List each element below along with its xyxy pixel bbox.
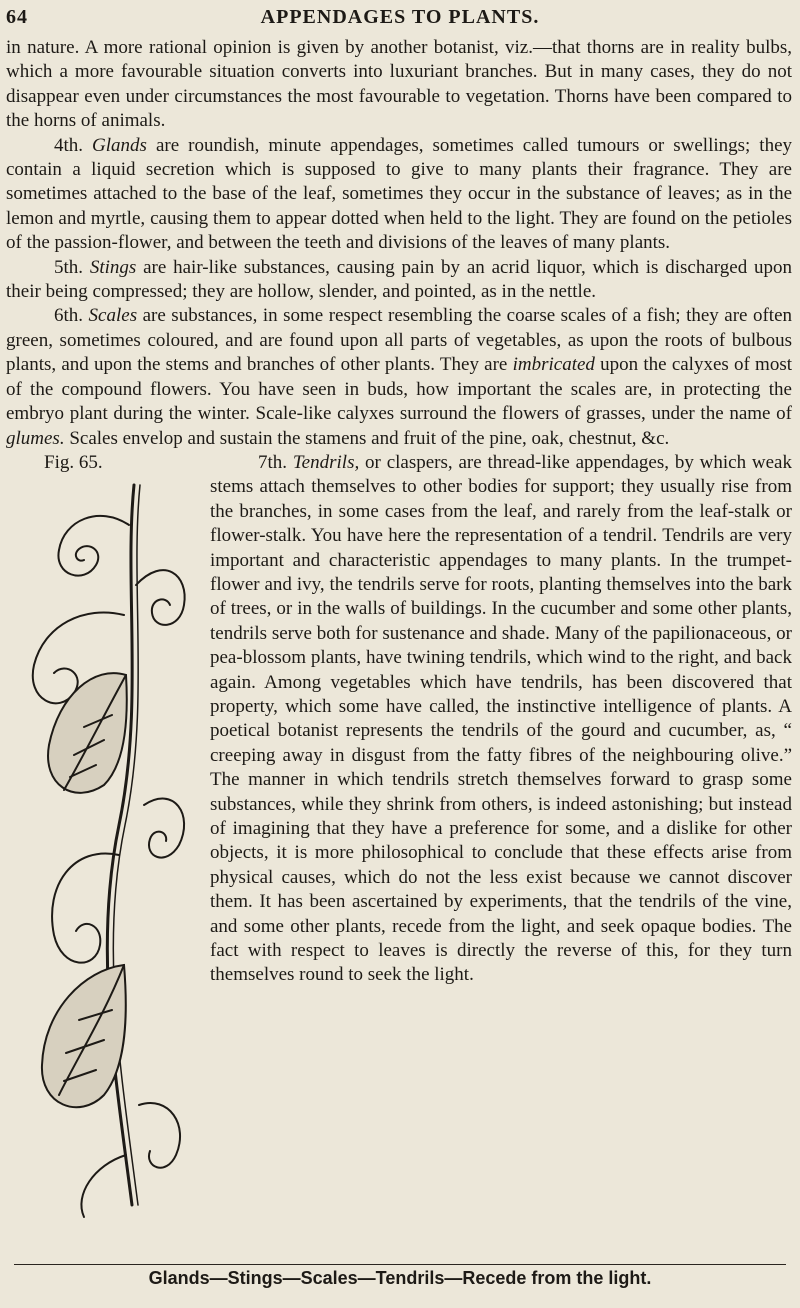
page-number: 64 xyxy=(6,6,28,28)
running-title: APPENDAGES TO PLANTS. xyxy=(260,6,540,28)
paragraph-scales: 6th. Scales are substances, in some respect resembling the coarse scales of a fish; they are often green, sometimes coloured, and are found upon all parts of vegetables, as upon the roots of bulbous plants, and upon the stems and branches of other plants. They are imbricated upon the calyxes of most of the compound flowers. You have seen in buds, how important the scales are, in protecting the embryo plant during the winter. Scale-like calyxes surround the flowers of grasses, under the name of glumes. Scales envelop and sustain the stamens and fruit of the pine, oak, chestnut, &c. xyxy=(6,305,793,449)
footer-caption: Glands—Stings—Scales—Tendrils—Recede from the light. xyxy=(148,1268,652,1288)
figure-label: Fig. 65. xyxy=(44,451,103,473)
term-stings: Stings xyxy=(89,256,137,278)
footer-rule xyxy=(14,1264,786,1265)
paragraph-thorns: in nature. A more rational opinion is given by another botanist, viz.—that thorns are in reality bulbs, which a more favourable situation converts into luxuriant branches. But in many cases, they do not disappear even under circumstances the most favourable to vegetation. Thorns have been compared to the horns of animals. xyxy=(6,37,792,132)
paragraph-stings: 5th. Stings are hair-like substances, causing pain by an acrid liquor, which is discharged upon their being compressed; they are hollow, slender, and pointed, as in the nettle. xyxy=(6,256,793,303)
tendril-illustration xyxy=(4,465,204,1225)
term-glands: Glands xyxy=(92,134,147,156)
figure-tendril xyxy=(4,451,204,1227)
term-tendrils: Tendrils, xyxy=(292,451,360,473)
paragraph-tendrils: 7th. Tendrils, or claspers, are thread-like appendages, by which weak stems attach themselves to other bodies for support; they usually rise from the branches, in some cases from the leaf, and rarely from the leaf-stalk or flower-stalk. You have here the representation of a tendril. Tendrils are very important and characteristic appendages to many plants. In the trumpet-flower and ivy, the tendrils serve for roots, planting themselves into the bark of trees, or in the walls of buildings. In the cucumber and some other plants, tendrils serve both for sustenance and shade. Many of the papilionaceous, or pea-blossom plants, have twining tendrils, which wind to the right, and back again. Among vegetables which have tendrils, has been discovered that property, which some have called, the instinctive intelligence of plants. A poetical botanist represents the tendrils of the gourd and cucumber, as, “ creeping away in disgust from the fatty fibres of the neighbouring olive.” The manner in which tendrils stretch themselves forward to grasp some substances, while they shrink from others, is indeed astonishing; but instead of imagining that they have a preference for some, and a dislike for other objects, it is more philosophical to conclude that these effects arise from physical causes, which do not the less exist because we cannot discover them. It has been ascertained by experiments, that the tendrils of the vine, and some other plants, recede from the light, and seek opaque bodies. The fact with respect to leaves is directly the reverse of this, for they turn themselves round to seek the light. xyxy=(210,451,792,986)
term-glumes: glumes. xyxy=(6,427,65,449)
term-imbricated: imbricated xyxy=(512,354,595,376)
page-header xyxy=(0,4,800,32)
body-text xyxy=(6,36,792,1227)
paragraph-glands: 4th. Glands are roundish, minute appendages, sometimes called tumours or swellings; they contain a liquid secretion which is supposed to give to many plants their fragrance. They are sometimes attached to the base of the leaf, sometimes they occur in the substance of leaves; as in the lemon and myrtle, causing them to appear dotted when held to the light. They are found on the petioles of the passion-flower, and between the teeth and divisions of the leaves of many plants. xyxy=(6,134,793,254)
term-scales: Scales xyxy=(88,305,138,327)
